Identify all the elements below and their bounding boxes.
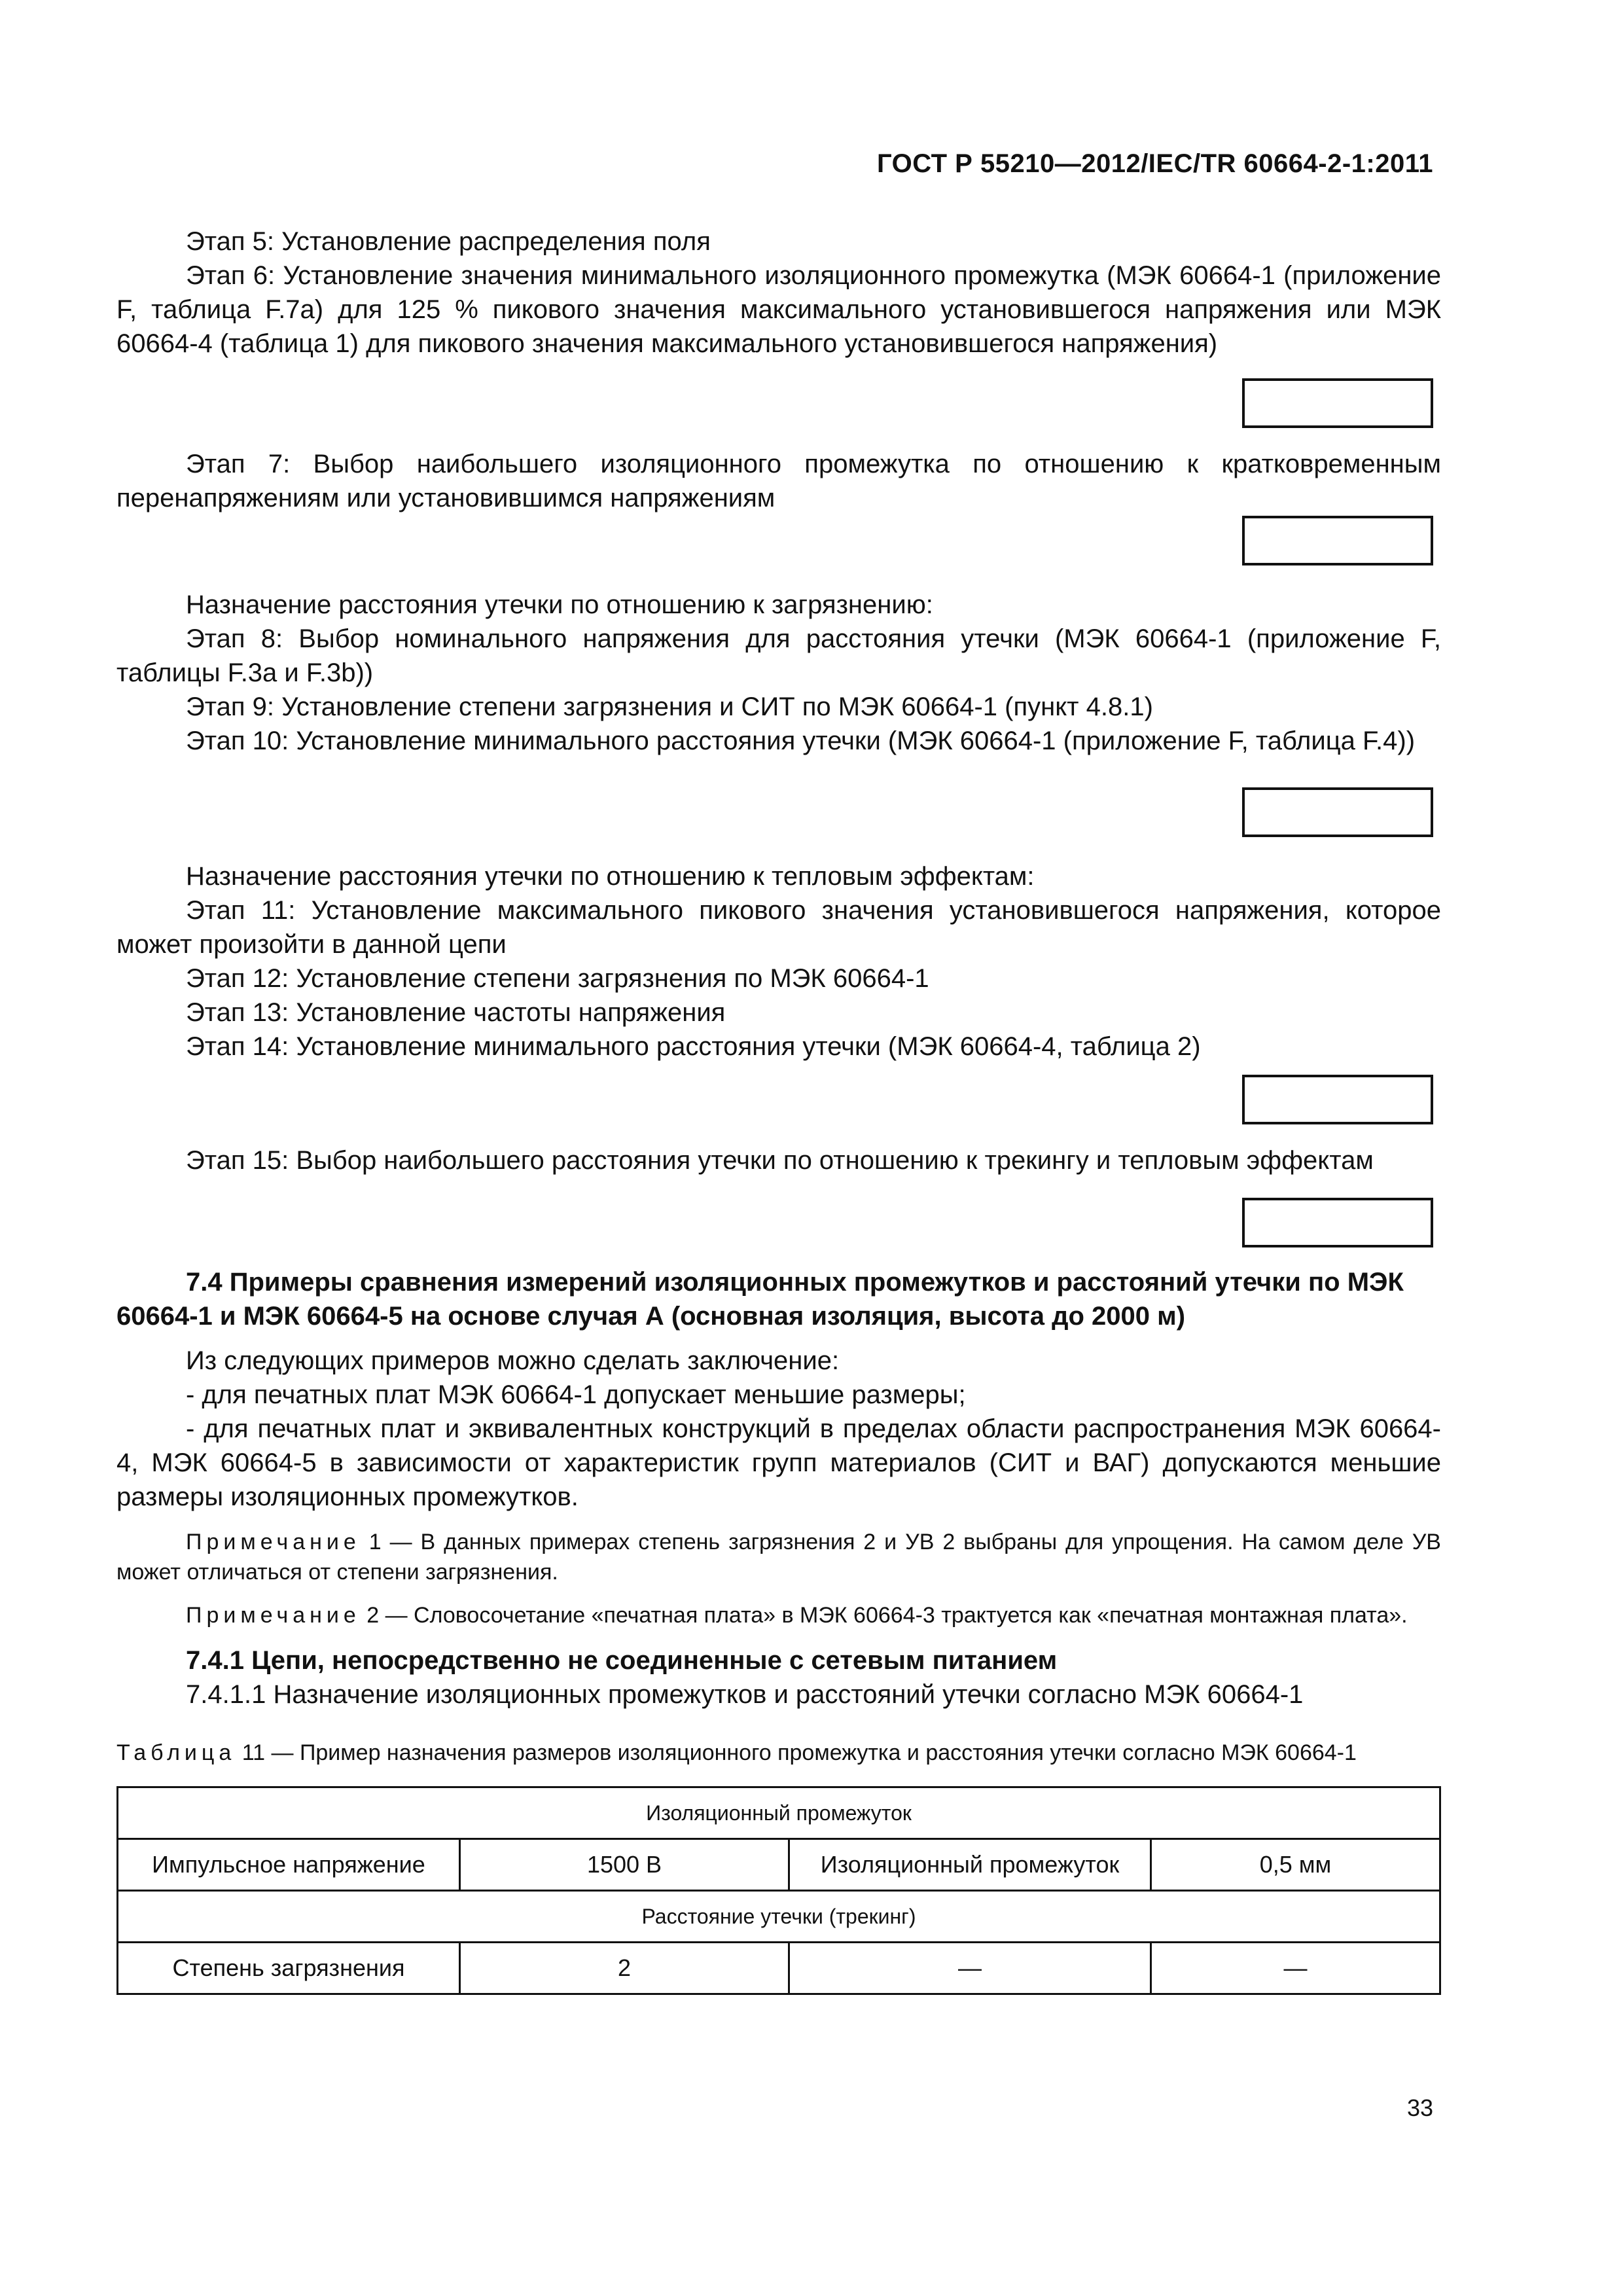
section-7-4	[116, 1265, 1441, 1995]
step-14: Этап 14: Установление минимального расстояния утечки (МЭК 60664-4, таблица 2)	[186, 1032, 1201, 1061]
table-caption-label: Таблица	[116, 1740, 236, 1765]
table-cell: —	[1151, 1943, 1440, 1994]
note-2-label: Примечание	[186, 1603, 361, 1628]
table-cell: Изоляционный промежуток	[789, 1839, 1151, 1891]
step-5: Этап 5: Установление распределения поля	[186, 227, 711, 256]
step-13: Этап 13: Установление частоты напряжения	[186, 998, 726, 1027]
table-group-header: Расстояние утечки (трекинг)	[118, 1891, 1440, 1943]
table-row	[118, 1839, 1440, 1891]
steps-block-3	[116, 588, 1441, 758]
section-7-4-1-heading: 7.4.1 Цепи, непосредственно не соединенные с сетевым питанием	[186, 1646, 1058, 1675]
note-1-text: 1 — В данных примерах степень загрязнения 2 и УВ 2 выбраны для упрощения. На самом деле УВ может отличаться от степени загрязнения.	[116, 1530, 1441, 1585]
answer-box-5	[1242, 1198, 1433, 1247]
conclusion-item-1: - для печатных плат МЭК 60664-1 допускает меньшие размеры;	[186, 1380, 966, 1409]
step-7: Этап 7: Выбор наибольшего изоляционного промежутка по отношению к кратковременным перенапряжениям или установившимся напряжениям	[116, 450, 1441, 512]
answer-box-3	[1242, 787, 1433, 837]
thermal-intro: Назначение расстояния утечки по отношению к тепловым эффектам:	[186, 862, 1035, 891]
steps-block-4	[116, 859, 1441, 1064]
table-row	[118, 1787, 1440, 1839]
answer-box-4	[1242, 1075, 1433, 1124]
conclusion-intro: Из следующих примеров можно сделать заключение:	[186, 1346, 840, 1375]
steps-block-1	[116, 224, 1441, 361]
note-2	[116, 1600, 1441, 1630]
step-12: Этап 12: Установление степени загрязнения по МЭК 60664-1	[186, 964, 929, 993]
table-caption-text: 11 — Пример назначения размеров изоляционного промежутка и расстояния утечки согласно МЭК 60664-1	[236, 1740, 1357, 1765]
table-cell: 2	[460, 1943, 789, 1994]
step-8: Этап 8: Выбор номинального напряжения для расстояния утечки (МЭК 60664-1 (приложение F, таблицы F.3a и F.3b))	[116, 624, 1441, 687]
step-10: Этап 10: Установление минимального расстояния утечки (МЭК 60664-1 (приложение F, таблица F.4))	[186, 726, 1416, 755]
answer-box-1	[1242, 378, 1433, 428]
answer-box-2	[1242, 516, 1433, 565]
table-row	[118, 1891, 1440, 1943]
table-cell: 1500 В	[460, 1839, 789, 1891]
table-cell: Степень загрязнения	[118, 1943, 460, 1994]
section-7-4-1-1: 7.4.1.1 Назначение изоляционных промежутков и расстояний утечки согласно МЭК 60664-1	[186, 1680, 1304, 1709]
note-1-label: Примечание	[186, 1530, 361, 1554]
section-7-4-heading: 7.4 Примеры сравнения измерений изоляционных промежутков и расстояний утечки по МЭК 60664-1 и МЭК 60664-5 на основе случая А (основная изоляция, высота до 2000 м)	[116, 1268, 1404, 1331]
note-2-text: 2 — Словосочетание «печатная плата» в МЭК 60664-3 трактуется как «печатная монтажная плата».	[360, 1603, 1408, 1628]
note-1	[116, 1527, 1441, 1587]
conclusion-item-2: - для печатных плат и эквивалентных конструкций в пределах области распространения МЭК 60664-4, МЭК 60664-5 в зависимости от характеристик групп материалов (СИТ и ВАГ) допускаются меньшие размеры изоляционных промежутков.	[116, 1414, 1441, 1511]
document-header: ГОСТ Р 55210—2012/IEC/TR 60664-2-1:2011	[876, 149, 1433, 178]
table-cell: —	[789, 1943, 1151, 1994]
step-6: Этап 6: Установление значения минимального изоляционного промежутка (МЭК 60664-1 (приложение F, таблица F.7a) для 125 % пикового значения максимального установившегося напряжения или МЭК 60664-4 (таблица 1) для пикового значения максимального установившегося напряжения)	[116, 261, 1441, 358]
steps-block-2	[116, 447, 1441, 515]
step-9: Этап 9: Установление степени загрязнения и СИТ по МЭК 60664-1 (пункт 4.8.1)	[186, 692, 1153, 721]
table-cell: 0,5 мм	[1151, 1839, 1440, 1891]
pollution-intro: Назначение расстояния утечки по отношению к загрязнению:	[186, 590, 933, 619]
table-11	[116, 1786, 1441, 1995]
step-15: Этап 15: Выбор наибольшего расстояния утечки по отношению к трекингу и тепловым эффектам	[186, 1146, 1374, 1175]
table-11-caption	[116, 1738, 1441, 1768]
step-11: Этап 11: Установление максимального пикового значения установившегося напряжения, которое может произойти в данной цепи	[116, 896, 1441, 959]
table-group-header: Изоляционный промежуток	[118, 1787, 1440, 1839]
table-cell: Импульсное напряжение	[118, 1839, 460, 1891]
page-number: 33	[1406, 2094, 1433, 2121]
table-row	[118, 1943, 1440, 1994]
steps-block-5	[116, 1143, 1441, 1177]
